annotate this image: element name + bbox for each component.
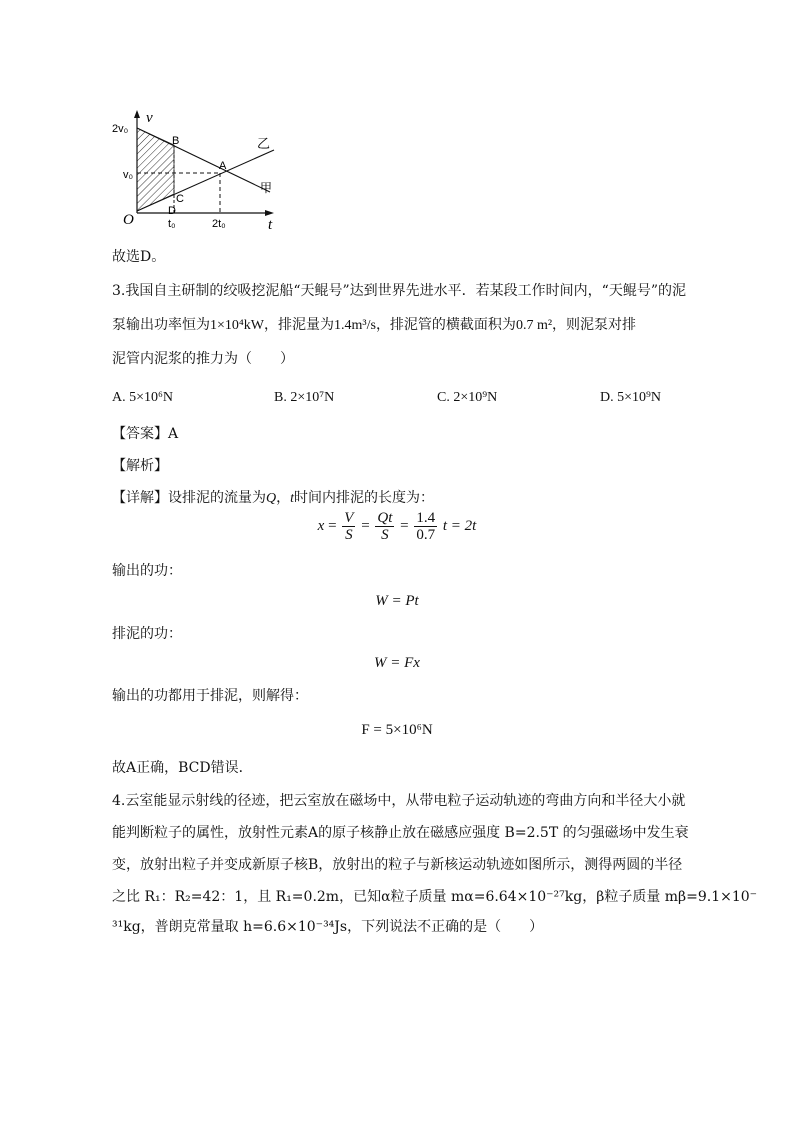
- label-yi: 乙: [257, 137, 271, 152]
- q3-flow: 1.4m³/s: [334, 318, 376, 333]
- q3-detail-c: 时间内排泥的长度为：: [294, 490, 435, 506]
- q4-line2: 能判断粒子的属性，放射性元素A的原子核静止放在磁感应强度 B=2.5T 的匀强磁场中发生衰: [112, 825, 689, 841]
- q3-option-a: A. 5×10⁶N: [112, 390, 173, 405]
- q3-option-d: D. 5×10⁹N: [600, 390, 661, 405]
- work-mud-label: 排泥的功：: [112, 626, 182, 642]
- q3-answer: 【答案】A: [112, 426, 179, 442]
- q4-line4: 之比 R₁：R₂=42：1，且 R₁=0.2m，已知α粒子质量 mα=6.64×10⁻²⁷kg，β粒子质量 mβ=9.1×10⁻: [112, 889, 758, 905]
- eq1-x: x: [317, 517, 325, 534]
- q3-option-c: C. 2×10⁹N: [437, 390, 498, 405]
- q3-line3: 泥管内泥浆的推力为（ ）: [112, 351, 294, 367]
- q3-line2-a: 泵输出功率恒为: [112, 317, 210, 333]
- eq1-V: V: [344, 510, 354, 526]
- eq1-equals-3: =: [400, 517, 409, 534]
- v-axis-arrow: [134, 110, 140, 118]
- label-D: D: [168, 205, 176, 217]
- equation-work-output: W = Pt: [375, 593, 419, 609]
- label-t: t: [268, 217, 273, 233]
- eq1-den: 0.7: [416, 527, 436, 543]
- eq1-frac-qts: [375, 510, 394, 543]
- eq1-S2: S: [381, 527, 389, 543]
- label-C: C: [176, 193, 184, 205]
- t-axis-arrow: [265, 210, 274, 216]
- label-2v0: 2v₀: [112, 123, 129, 135]
- label-B-top: B: [172, 135, 180, 147]
- conclusion-label: 输出的功都用于排泥，则解得：: [112, 688, 308, 704]
- velocity-time-graph: [112, 108, 302, 233]
- eq1-S1: S: [345, 527, 353, 543]
- q3-final: 故A正确，BCD错误．: [112, 760, 253, 776]
- q3-detail-t: t: [290, 491, 295, 506]
- q3-option-b: B. 2×10⁷N: [274, 390, 335, 405]
- work-output-label: 输出的功：: [112, 563, 182, 579]
- q3-line2: [112, 315, 636, 336]
- equation-length: [0, 510, 794, 543]
- q4-line1: 4.云室能显示射线的径迹，把云室放在磁场中，从带电粒子运动轨迹的弯曲方向和半径大小就: [112, 793, 686, 809]
- q4-line5: ³¹kg，普朗克常量取 h=6.6×10⁻³⁴Js，下列说法不正确的是（ ）: [112, 919, 544, 935]
- label-t0: t₀: [168, 218, 176, 230]
- eq1-equals-1: =: [328, 517, 337, 534]
- eq1-num: 1.4: [416, 510, 436, 526]
- equation-force: F = 5×10⁶N: [361, 722, 433, 738]
- equation-work-mud: W = Fx: [374, 655, 420, 671]
- label-A: A: [219, 160, 227, 172]
- q3-detail-a: 【详解】设排泥的流量为: [112, 490, 266, 506]
- eq1-frac-num: [414, 510, 437, 543]
- eq1-Qt: Qt: [377, 510, 393, 526]
- label-origin: O: [123, 212, 134, 228]
- label-v: v: [146, 110, 153, 126]
- q3-line1: 3.我国自主研制的绞吸挖泥船“天鲲号”达到世界先进水平．若某段工作时间内，“天鲲号”的泥: [112, 283, 686, 299]
- prev-conclusion: 故选D。: [112, 249, 166, 265]
- q3-detail-Q: Q: [266, 491, 277, 506]
- q3-line2-b: ，排泥量为: [264, 317, 334, 333]
- label-v0: v₀: [123, 169, 134, 181]
- label-jia: 甲: [260, 181, 273, 195]
- q3-detail: [112, 488, 434, 509]
- eq1-frac-vs: [342, 510, 355, 543]
- q3-line2-d: ，则泥泵对排: [552, 317, 637, 333]
- eq1-equals-2: =: [361, 517, 370, 534]
- q3-area: 0.7 m²: [515, 318, 553, 333]
- q3-power: 1×10⁴kW: [210, 318, 264, 333]
- q3-line2-c: ，排泥管的横截面积为: [375, 317, 516, 333]
- q3-detail-b: ，: [276, 490, 291, 506]
- q3-analysis-heading: 【解析】: [112, 458, 168, 474]
- q4-line3: 变，放射出粒子并变成新原子核B，放射出的粒子与新核运动轨迹如图所示，测得两圆的半径: [112, 857, 683, 873]
- label-2t0: 2t₀: [212, 218, 226, 230]
- hatched-area: [137, 128, 174, 211]
- eq1-tail: t = 2t: [442, 517, 477, 534]
